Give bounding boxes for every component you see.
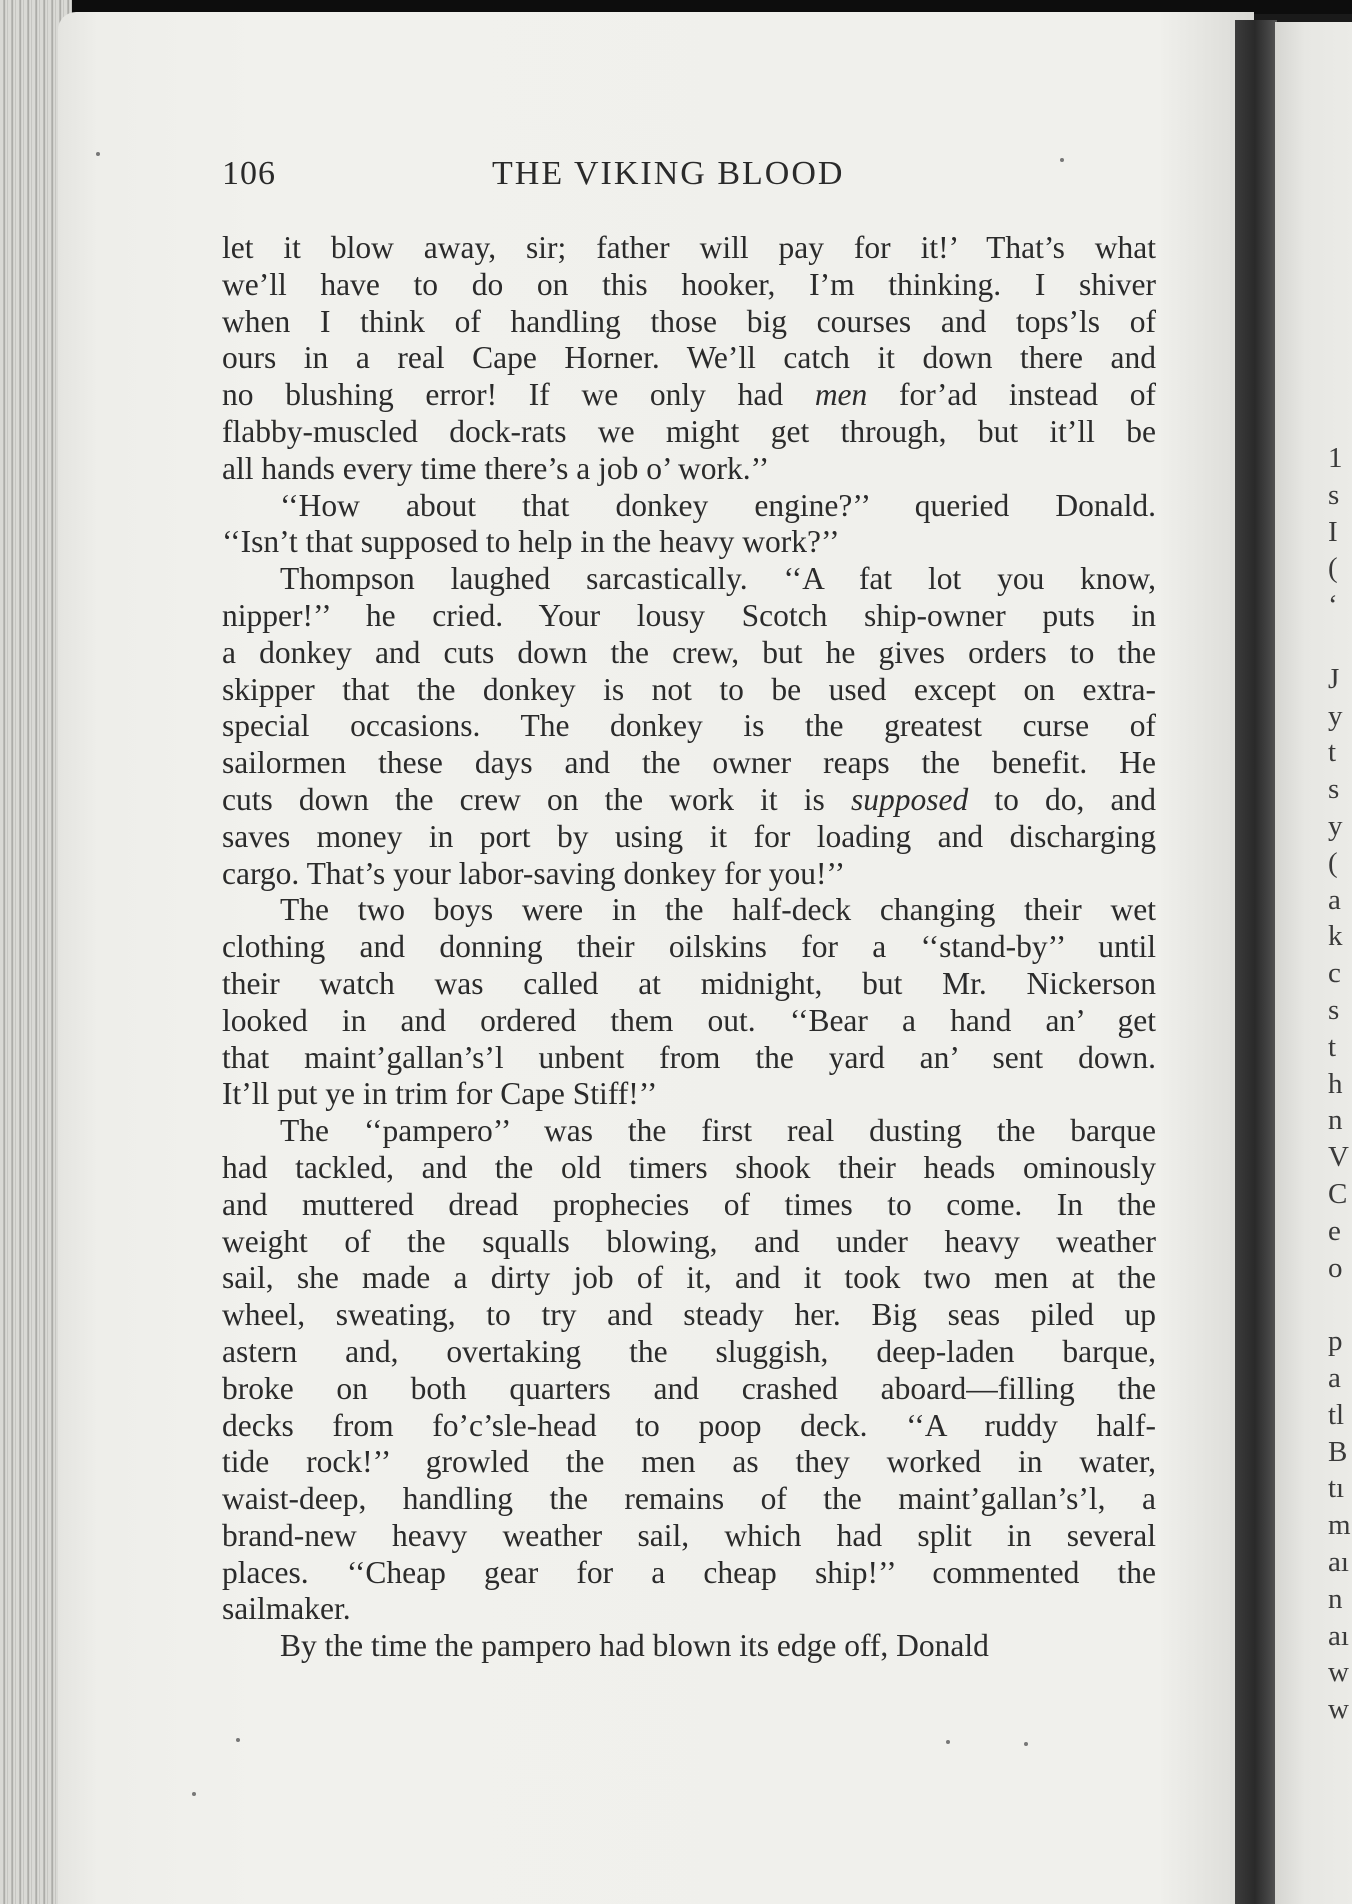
text-line xyxy=(222,782,1156,819)
facing-page-fragment: n xyxy=(1328,1582,1343,1615)
page-header xyxy=(222,155,1156,197)
facing-page-fragment: n xyxy=(1328,1104,1343,1137)
text-line: ‘‘How about that donkey engine?’’ queried Donald. xyxy=(280,487,1156,523)
text-line: The two boys were in the half-deck changing their wet xyxy=(280,892,1156,928)
facing-page-fragment: e xyxy=(1328,1214,1341,1247)
italic-word: supposed xyxy=(850,781,969,817)
facing-page-fragment: aı xyxy=(1328,1619,1349,1652)
text-line: saves money in port by using it for loading and discharging xyxy=(222,818,1156,854)
text-line: nipper!’’ he cried. Your lousy Scotch ship-owner puts in xyxy=(222,597,1156,633)
text-line: we’ll have to do on this hooker, I’m thinking. I shiver xyxy=(222,266,1156,302)
facing-page-fragment: t xyxy=(1328,736,1337,769)
text-line: ours in a real Cape Horner. We’ll catch it down there and xyxy=(222,340,1156,376)
speck xyxy=(1060,158,1064,162)
facing-page-fragment: w xyxy=(1328,1656,1349,1689)
facing-page-fragment: s xyxy=(1328,993,1340,1026)
text-line: astern and, overtaking the sluggish, deep-laden barque, xyxy=(222,1333,1156,1369)
body-text xyxy=(222,230,1156,1665)
text-line: sail, she made a dirty job of it, and it took two men at the xyxy=(222,1260,1156,1296)
facing-page-fragment: p xyxy=(1328,1325,1343,1358)
facing-page-fragment xyxy=(1328,624,1352,661)
facing-page-fragment: o xyxy=(1328,1251,1343,1284)
text-line: their watch was called at midnight, but Mr. Nickerson xyxy=(222,965,1156,1001)
text-line: weight of the squalls blowing, and under heavy weather xyxy=(222,1223,1156,1259)
text-line: had tackled, and the old timers shook their heads ominously xyxy=(222,1149,1156,1185)
facing-page-fragment: J xyxy=(1328,662,1340,695)
text-segment: for’ad instead of xyxy=(867,377,1156,413)
text-line: sailmaker. xyxy=(222,1591,351,1627)
text-line: sailormen these days and the owner reaps the benefit. He xyxy=(222,745,1156,781)
text-line: broke on both quarters and crashed aboard—filling the xyxy=(222,1370,1156,1406)
text-line: tide rock!’’ growled the men as they worked in water, xyxy=(222,1444,1156,1480)
text-line: clothing and donning their oilskins for a ‘‘stand-by’’ until xyxy=(222,929,1156,965)
facing-page-fragment: ( xyxy=(1328,846,1338,879)
text-line: looked in and ordered them out. ‘‘Bear a hand an’ get xyxy=(222,1002,1156,1038)
facing-page-fragment: ‘ xyxy=(1328,589,1338,622)
text-line: when I think of handling those big courses and tops’ls of xyxy=(222,303,1156,339)
text-line xyxy=(222,377,1156,414)
text-line: skipper that the donkey is not to be used except on extra- xyxy=(222,671,1156,707)
text-line: let it blow away, sir; father will pay for it!’ That’s what xyxy=(222,230,1156,265)
running-head: THE VIKING BLOOD xyxy=(492,155,845,192)
text-line: The ‘‘pampero’’ was the first real dusting the barque xyxy=(280,1113,1156,1149)
facing-page-fragment: tı xyxy=(1328,1472,1345,1505)
facing-page-fragment: a xyxy=(1328,883,1341,916)
facing-page-fragment: s xyxy=(1328,773,1340,806)
page-number: 106 xyxy=(222,155,276,192)
facing-page-fragment: ( xyxy=(1328,552,1338,585)
text-line: decks from fo’c’sle-head to poop deck. ‘‘A ruddy half- xyxy=(222,1407,1156,1443)
facing-page-fragment xyxy=(1328,1286,1352,1323)
facing-page-fragment: V xyxy=(1328,1141,1349,1174)
speck xyxy=(1024,1742,1028,1746)
facing-page-fragment: m xyxy=(1328,1509,1351,1542)
text-line: brand-new heavy weather sail, which had split in several xyxy=(222,1517,1156,1553)
book-gutter xyxy=(1235,20,1277,1904)
text-line: waist-deep, handling the remains of the maint’gallan’s’l, a xyxy=(222,1481,1156,1517)
facing-page-fragment: h xyxy=(1328,1067,1343,1100)
facing-page-fragment: c xyxy=(1328,957,1341,990)
text-line: and muttered dread prophecies of times to come. In the xyxy=(222,1186,1156,1222)
text-line: special occasions. The donkey is the greatest curse of xyxy=(222,708,1156,744)
facing-page-fragment: B xyxy=(1328,1435,1348,1468)
speck xyxy=(192,1792,196,1796)
facing-page-fragment: s xyxy=(1328,478,1340,511)
facing-page-fragment: a xyxy=(1328,1361,1341,1394)
text-line: wheel, sweating, to try and steady her. Big seas piled up xyxy=(222,1297,1156,1333)
text-line: a donkey and cuts down the crew, but he gives orders to the xyxy=(222,634,1156,670)
text-line: that maint’gallan’s’l unbent from the yard an’ sent down. xyxy=(222,1039,1156,1075)
speck xyxy=(236,1738,240,1742)
speck xyxy=(946,1740,950,1744)
text-line: all hands every time there’s a job o’ work.’’ xyxy=(222,450,770,486)
facing-page-fragment: I xyxy=(1328,515,1338,548)
text-line: Thompson laughed sarcastically. ‘‘A fat lot you know, xyxy=(280,561,1156,597)
text-segment: no blushing error! If we only had xyxy=(222,377,815,413)
facing-page-fragment: 1 xyxy=(1328,442,1343,474)
text-line: places. ‘‘Cheap gear for a cheap ship!’’ commented the xyxy=(222,1554,1156,1590)
italic-word: men xyxy=(814,377,868,413)
text-line: By the time the pampero had blown its edge off, Donald xyxy=(280,1628,989,1664)
facing-page-fragment: tl xyxy=(1328,1398,1345,1431)
facing-page-fragment: w xyxy=(1328,1693,1349,1726)
facing-page-fragment: aı xyxy=(1328,1545,1349,1578)
text-segment: cuts down the crew on the work it is xyxy=(222,781,851,817)
text-line: flabby-muscled dock-rats we might get through, but it’ll be xyxy=(222,413,1156,449)
speck xyxy=(96,152,100,156)
text-line: ‘‘Isn’t that supposed to help in the heavy work?’’ xyxy=(222,524,840,560)
text-segment: to do, and xyxy=(968,781,1156,817)
facing-page-text-fragments xyxy=(1328,440,1352,1728)
facing-page-fragment: k xyxy=(1328,920,1343,953)
facing-page-fragment: y xyxy=(1328,699,1343,732)
text-line: It’ll put ye in trim for Cape Stiff!’’ xyxy=(222,1076,658,1112)
text-line: cargo. That’s your labor-saving donkey for you!’’ xyxy=(222,855,846,891)
facing-page-fragment: C xyxy=(1328,1177,1348,1210)
facing-page-fragment: t xyxy=(1328,1030,1337,1063)
facing-page-fragment: y xyxy=(1328,809,1343,842)
